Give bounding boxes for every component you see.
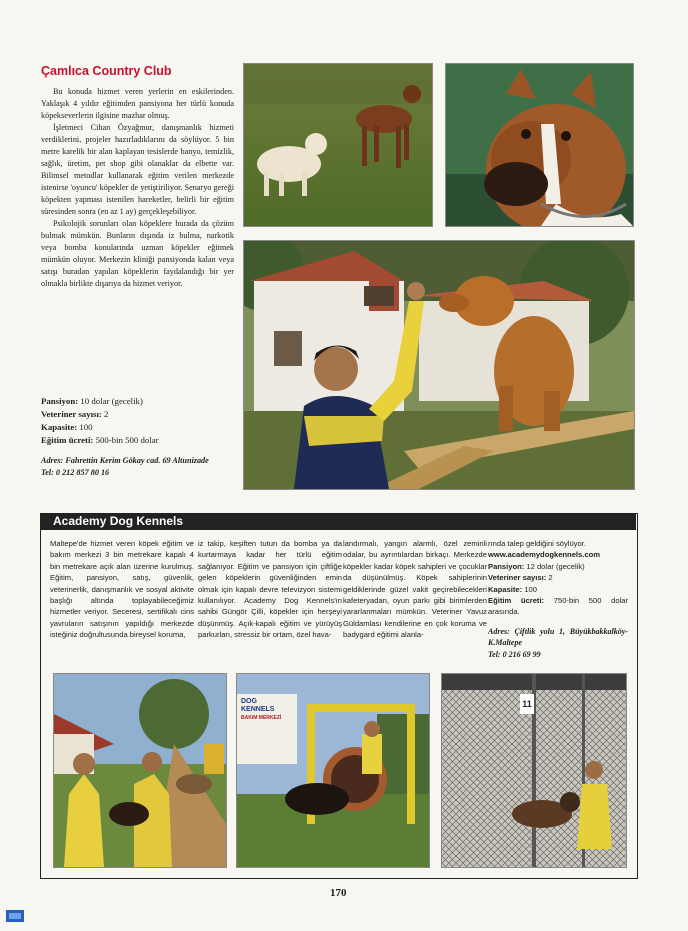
camlica-article-body bbox=[41, 86, 234, 290]
academy-column-1 bbox=[50, 538, 194, 641]
photo-kennel-cages bbox=[441, 673, 627, 868]
fact-row: Pansiyon: 10 dolar (gecelik) bbox=[41, 396, 143, 406]
phone-line: Tel: 0 212 857 80 16 bbox=[41, 468, 110, 477]
camlica-address bbox=[41, 455, 241, 479]
photo-boxer-dog bbox=[445, 63, 634, 227]
address-line: Adres: Fahrettin Kerim Gökay cad. 69 Altunizade bbox=[41, 456, 209, 465]
fact-row: Eğitim ücreti: 750-bin 500 dolar arasında. bbox=[488, 596, 628, 617]
fact-row: Kapasite: 100 bbox=[488, 584, 537, 594]
section-title-camlica: Çamlıca Country Club bbox=[41, 64, 172, 78]
camlica-paragraph-1: Bu konuda hizmet veren yerlerin en eskilerinden. Yaklaşık 4 yıldır eğitimden pansiyona her türlü konuda köpekseverlerin ilgisine mazhar olmuş. bbox=[41, 87, 234, 120]
academy-text-1: Maltepe'de hizmet veren köpek eğitim ve bakım merkezi 3 bin metrekare kapalı 4 bin metrekare açık alan üzerine kurulmuş. Eğitim, pansiyon, satış, güvenlik, veterinerlik, danışmanlık ve sosyal aktivite başlığı altında toplayabileceğimiz hizmetler veriyor. Seceresi, sertifikalı cins yavruların satışının yapıldığı merkezde isteğiniz doğrultusunda bireysel koruma, bbox=[50, 539, 194, 640]
photo-rottweiler-tire-jump bbox=[236, 673, 430, 868]
fact-row: Eğitim ücreti: 500-bin 500 dolar bbox=[41, 435, 159, 445]
academy-phone: Tel: 0 216 69 99 bbox=[488, 649, 541, 659]
cage-number-sign: 11 bbox=[520, 694, 534, 714]
photo-trainer-with-retriever bbox=[243, 240, 635, 490]
camlica-paragraph-2: İşletmeci Cihan Özyağmur, danışmanlık hizmeti verdiklerini, projeler hazırladıklarını da söylüyor. 5 bin metre karelik bir alan kaplayan tesislerde banyo, temizlik, sağlık, üretim, pet shop gibi olanaklar da elbette var. Bilimsel metodlar kullanarak eğitim verilen merkezde istenirse 'oyuncu' köpekler de yetiştiriliyor. Senaryo gereği köpekten yapması istenilen hareketler, belirli bir eğitim süresinden sonra (en az 1 ay) gerçekleşebiliyor. bbox=[41, 123, 234, 216]
corner-logo-icon bbox=[6, 908, 26, 924]
academy-website-link[interactable]: www.academydogkennels.com bbox=[488, 550, 600, 560]
academy-text-3: landırmalı, yangın alarmlı, özel zeminli odalar, bu ayrıntılardan birkaçı. Merkezde köpekler kadar köpek sahipleri ve çocuklar da düşünülmüş. Köpek sahiplerinin geldiklerinde güzel vakit geçirebilecekleri kafeteryadan, oyun parkı gibi birimlerden yararlanmaları mümkün. Veteriner Yavuz Güldamlası kendilerine en çok koruma ve badygard eğitimi alanla- bbox=[343, 539, 487, 640]
academy-text-2: iz takip, keşiften tutun da bomba ya da kurtarmaya kadar her türlü eğitim sağlanıyor. Eğitim ve pansiyon için çiftliğe gelen köpeklerin güvenliğinden emin olmak için kapalı devre televizyon sistemi kullanılıyor. Academy Dog Kennels'ın sahibi Güngör Çilli, köpekler için herşeyi düşünmüş. Açık-kapalı eğitim ve yürüyüş parkurları, stressiz bir ortam, özel hava- bbox=[198, 539, 342, 640]
camlica-facts bbox=[41, 395, 241, 447]
academy-column-3 bbox=[343, 538, 487, 641]
fact-row: Veteriner sayısı: 2 bbox=[41, 409, 109, 419]
kennel-sign: DOG KENNELS BAKIM MERKEZİ bbox=[241, 698, 282, 721]
page-number: 170 bbox=[330, 887, 347, 899]
photo-trainers-with-dogs bbox=[53, 673, 227, 868]
camlica-paragraph-3: Psikolojik sorunları olan köpeklere burada da çözüm bulmak mümkün. Bunların dışında iz bulma, narkotik veya bomba konularında uzman köpekler eğitmek mümkün oluyor. Merkezin kliniği pansiyonda kalan veya satışı buradan yapılan köpeklerin faydalandığı bir yer olmakla birlikte dışarıya da hizmet veriyor. bbox=[41, 219, 234, 288]
academy-text-4: rında talep geldiğini söylüyor. bbox=[488, 539, 586, 548]
photo-dogs-on-grass bbox=[243, 63, 433, 227]
academy-address: Adres: Çiftlik yolu 1, Büyükbakkalköy-K.Maltepe bbox=[488, 626, 628, 648]
fact-row: Kapasite: 100 bbox=[41, 422, 93, 432]
academy-column-4 bbox=[488, 538, 628, 660]
academy-column-2 bbox=[198, 538, 342, 641]
fact-row: Pansiyon: 12 dolar (gecelik) bbox=[488, 561, 585, 571]
fact-row: Veteriner sayısı: 2 bbox=[488, 573, 553, 583]
section-title-academy: Academy Dog Kennels bbox=[53, 514, 184, 528]
